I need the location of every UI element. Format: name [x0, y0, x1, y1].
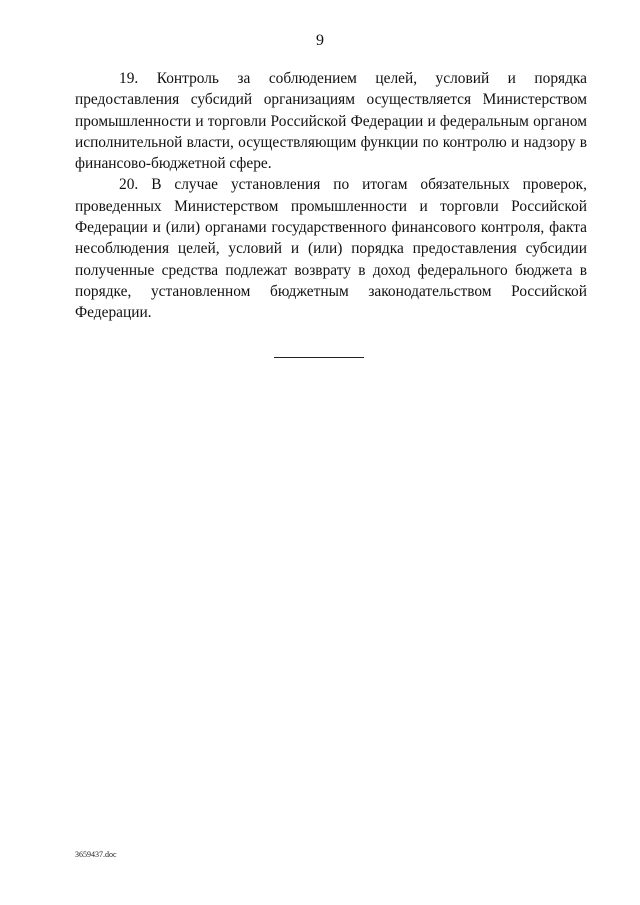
- document-body: [75, 68, 587, 324]
- footer-doc-id: 3659437.doc: [75, 850, 117, 859]
- end-separator-line: [274, 357, 364, 358]
- page-number: 9: [316, 32, 324, 49]
- paragraph-19: 19. Контроль за соблюдением целей, условий и порядка предоставления субсидий организациям осуществляется Министерством промышленности и торговли Российской Федерации и федеральным органом исполнительной власти, осуществляющим функции по контролю и надзору в финансово-бюджетной сфере.: [75, 70, 587, 173]
- paragraph-20: 20. В случае установления по итогам обязательных проверок, проведенных Министерством промышленности и торговли Российской Федерации и (или) органами государственного финансового контроля, факта несоблюдения целей, условий и (или) порядка предоставления субсидии полученные средства подлежат возврату в доход федерального бюджета в порядке, установленном бюджетным законодательством Российской Федерации.: [75, 176, 587, 322]
